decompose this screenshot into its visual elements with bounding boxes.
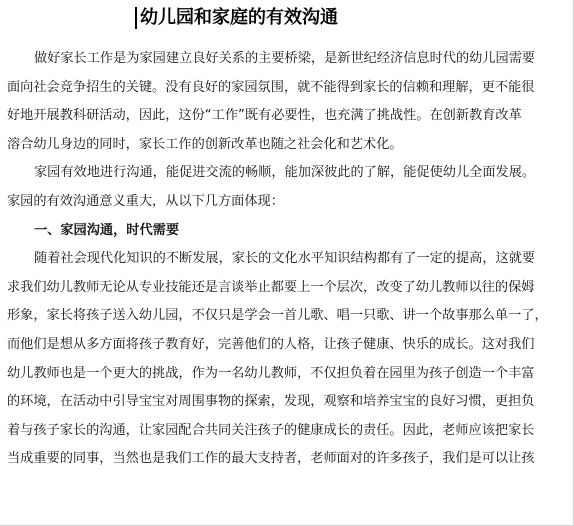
body-line: 家园的有效沟通意义重大，从以下几方面体现：	[7, 193, 284, 209]
document-title: 幼儿园和家庭的有效沟通	[140, 7, 338, 28]
body-line: 随着社会现代化知识的不断发展，家长的文化水平知识结构都有了一定的提高，这就要	[34, 251, 536, 267]
body-line: 而他们是想从多方面将孩子教育好，完善他们的人格，让孩子健康、快乐的成长。这对我们	[7, 336, 535, 352]
body-line: 溶合幼儿身边的同时，家长工作的创新改革也随之社会化和艺术化。	[7, 136, 403, 152]
body-line: 好地开展教科研活动，因此，这份“工作”既有必要性，也充满了挑战性。在创新教育改革	[7, 108, 522, 124]
body-line: 形象，家长将孩子送入幼儿园，不仅只是学会一首儿歌、唱一只歌、讲一个故事那么单一了，	[7, 308, 548, 324]
body-line: 面向社会竞争招生的关键。没有良好的家园氛围，就不能得到家长的信赖和理解，更不能很	[7, 79, 535, 95]
body-line: 的环境，在活动中引导宝宝对周围事物的探索，发现，观察和培养宝宝的良好习惯，更担负	[7, 394, 535, 410]
section-heading: 一、家园沟通，时代需要	[34, 222, 180, 238]
body-line: 当成重要的同事，当然也是我们工作的最大支持者，老师面对的许多孩子，我们是可以让孩	[7, 451, 535, 467]
body-line: 幼儿教师也是一个更大的挑战，作为一名幼儿教师，不仅担负着在园里为孩子创造一个丰富	[7, 365, 535, 381]
body-line: 求我们幼儿教师无论从专业技能还是言谈举止都要上一个层次，改变了幼儿教师以往的保姆	[7, 279, 535, 295]
body-line: 做好家长工作是为家园建立良好关系的主要桥梁，是新世纪经济信息时代的幼儿园需要	[34, 51, 536, 66]
document-body	[7, 45, 567, 474]
title-row	[0, 5, 574, 31]
body-line: 着与孩子家长的沟通，让家园配合共同关注孩子的健康成长的责任。因此，老师应该把家长	[7, 422, 535, 438]
body-line: 家园有效地进行沟通，能促进交流的畅顺，能加深彼此的了解，能促使幼儿全面发展。	[34, 165, 536, 181]
text-cursor	[135, 7, 137, 29]
